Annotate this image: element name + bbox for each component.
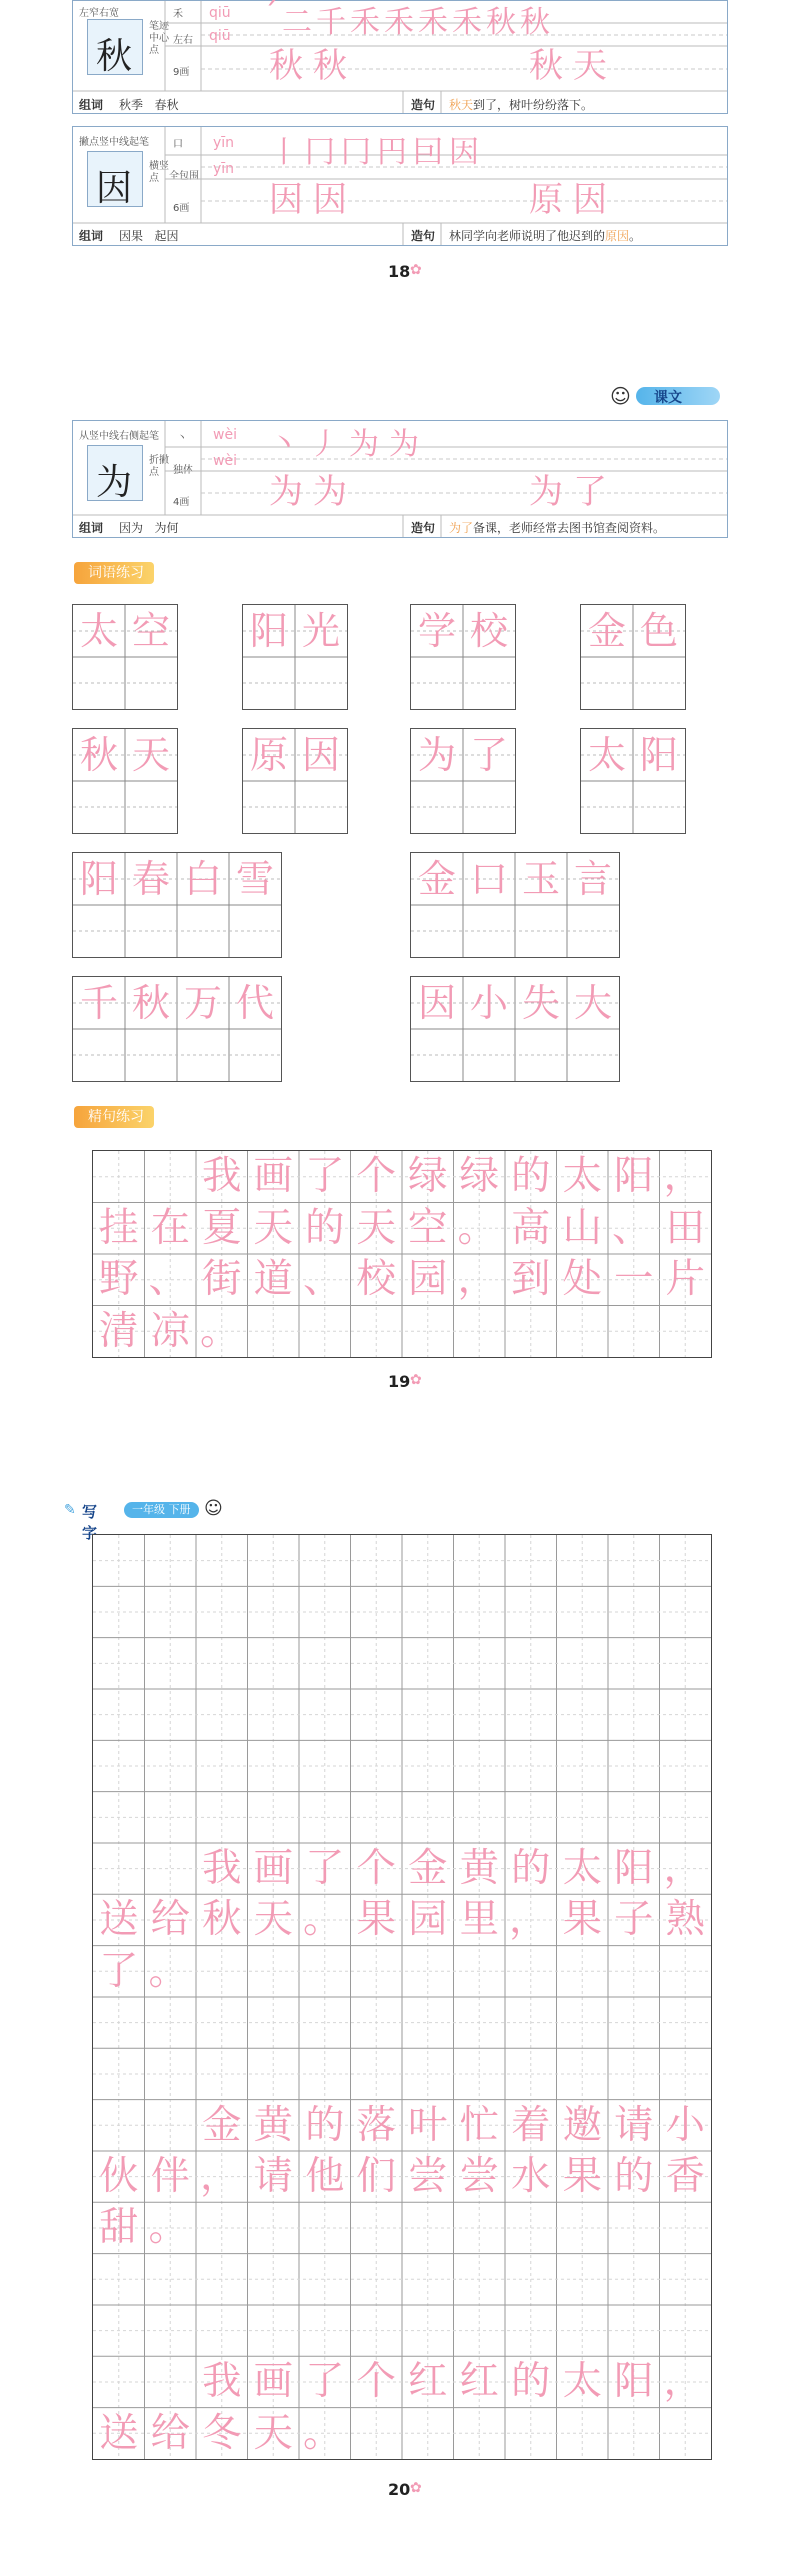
- passage-char: 阳: [614, 2358, 654, 2405]
- passage-char: 他: [305, 2152, 345, 2199]
- word-char: 代: [236, 981, 275, 1025]
- practice-char: 了: [573, 472, 607, 512]
- banner-label: 课文: [654, 390, 682, 406]
- word-char: 失: [522, 981, 561, 1025]
- passage-char: 、: [303, 1256, 343, 1302]
- practice-char: 天: [573, 46, 607, 86]
- stroke: 为: [389, 427, 419, 462]
- word-char: 天: [132, 733, 171, 777]
- word-char: 校: [470, 609, 509, 653]
- passage-char: 夏: [202, 1204, 242, 1251]
- passage-char: 校: [356, 1256, 396, 1302]
- structure-label: 全包围: [169, 171, 199, 182]
- stroke: 禾: [452, 5, 482, 40]
- practice-char: 为: [313, 472, 347, 512]
- section-banner-kewen: [610, 384, 730, 408]
- word-char: 学: [418, 609, 457, 653]
- passage-char: 金: [408, 1844, 448, 1891]
- word-box: [242, 728, 348, 834]
- stroke-count: 9画: [173, 67, 190, 78]
- passage-char: 里: [459, 1896, 499, 1943]
- passage-char: 的: [305, 2101, 345, 2148]
- word-char: 因: [302, 733, 341, 777]
- passage-char: 请: [614, 2101, 654, 2148]
- radical-label: 口: [173, 139, 183, 150]
- passage-char: 子: [614, 1896, 654, 1943]
- passage-char: ，: [457, 1256, 497, 1302]
- word-char: 雪: [236, 857, 275, 901]
- word-char: 因: [418, 981, 457, 1025]
- passage-char: 天: [253, 1896, 293, 1943]
- practice-char: 因: [269, 180, 303, 220]
- pinyin-1: wèi: [213, 427, 237, 443]
- sentence-writing-grid: [92, 1150, 712, 1358]
- word-char: 色: [640, 609, 679, 653]
- stroke: 为: [349, 427, 379, 462]
- passage-char: 个: [356, 2358, 396, 2405]
- stroke: ˊ: [263, 0, 278, 32]
- passage-char: 的: [511, 1153, 551, 1199]
- word-char: 千: [80, 981, 119, 1025]
- passage-char: 高: [511, 1204, 551, 1251]
- char-card-yin: [72, 126, 728, 246]
- words-label: 组词: [79, 521, 104, 535]
- stroke: 禾: [384, 5, 414, 40]
- pinyin-2: wèi: [213, 453, 237, 469]
- card-hint: 左窄右宽: [79, 8, 119, 19]
- passage-char: 到: [511, 1256, 551, 1302]
- passage-char: 叶: [408, 2101, 448, 2148]
- stroke-count: 6画: [173, 203, 190, 214]
- passage-char: 金: [202, 2101, 242, 2148]
- word-char: 空: [132, 609, 171, 653]
- word-box: [72, 604, 178, 710]
- sentence: [449, 227, 641, 244]
- passage-char: 果: [356, 1896, 396, 1943]
- words: 因果 起因: [119, 229, 179, 243]
- passage-char: 着: [511, 2101, 551, 2148]
- passage-char: ，: [663, 1153, 703, 1199]
- word-char: 原: [250, 733, 289, 777]
- position-hint: 折撇点: [149, 455, 169, 478]
- passage-char: 黄: [253, 2101, 293, 2148]
- passage-char: 个: [356, 1844, 396, 1891]
- passage-char: 的: [511, 1844, 551, 1891]
- word-char: 阳: [250, 609, 289, 653]
- char-card-qiu: [72, 0, 728, 114]
- practice-char: 为: [529, 472, 563, 512]
- passage-char: 忙: [459, 2101, 499, 2148]
- stroke: 禾: [350, 5, 380, 40]
- passage-char: 绿: [408, 1153, 448, 1199]
- sentence-highlight: 秋天: [449, 98, 474, 112]
- passage-char: 山: [562, 1204, 602, 1251]
- word-char: 大: [574, 981, 613, 1025]
- sentence-label: 造句: [411, 229, 436, 243]
- passage-char: 太: [562, 1844, 602, 1891]
- card-hint: 从竖中线右侧起笔: [79, 431, 159, 442]
- passage-char: 冬: [202, 2409, 242, 2456]
- passage-char: 了: [305, 2358, 345, 2405]
- passage-char: 伴: [150, 2152, 190, 2199]
- word-char: 阳: [80, 857, 119, 901]
- passage-char: 。: [303, 2409, 343, 2456]
- word-char: 白: [184, 857, 223, 901]
- grade-pill: 一年级 下册: [124, 1502, 199, 1518]
- stroke-order: [269, 419, 419, 463]
- word-char: 了: [470, 733, 509, 777]
- stroke: 二: [282, 5, 312, 40]
- passage-char: 片: [665, 1256, 705, 1302]
- stroke: 丶: [269, 427, 299, 462]
- passage-char: 。: [148, 1947, 188, 1994]
- sentence: [449, 519, 665, 536]
- passage-char: 红: [459, 2358, 499, 2405]
- passage-char: 太: [562, 1153, 602, 1199]
- passage-char: 甜: [99, 2204, 139, 2251]
- passage-char: 天: [356, 1204, 396, 1251]
- big-char: 因: [96, 168, 133, 209]
- passage-char: 送: [99, 2409, 139, 2456]
- big-char: 秋: [96, 36, 133, 77]
- passage-char: 。: [303, 1896, 343, 1943]
- words: 秋季 春秋: [119, 98, 179, 112]
- passage-char: 水: [511, 2152, 551, 2199]
- passage-char: 野: [99, 1256, 139, 1302]
- stroke: 禾: [418, 5, 448, 40]
- passage-char: 画: [253, 1153, 293, 1199]
- sentence-rest: 到了，树叶纷纷落下。: [473, 98, 594, 112]
- passage-char: ，: [509, 1896, 549, 1943]
- passage-char: 小: [665, 2101, 705, 2148]
- passage-char: 了: [305, 1153, 345, 1199]
- word-char: 秋: [132, 981, 171, 1025]
- card-hint: 撇点竖中线起笔: [79, 137, 149, 148]
- passage-char: 、: [148, 1256, 188, 1302]
- words-label: 组词: [79, 98, 104, 112]
- page-number-19: 19: [388, 1372, 411, 1391]
- writing-practice-grid: [92, 1534, 712, 2460]
- passage-char: 街: [202, 1256, 242, 1302]
- passage-char: 我: [202, 2358, 242, 2405]
- passage-char: 一: [614, 1256, 654, 1302]
- passage-char: 的: [511, 2358, 551, 2405]
- word-box: [580, 728, 686, 834]
- stroke: 千: [316, 5, 346, 40]
- sentence-rest: 备课，老师经常去图书馆查阅资料。: [473, 521, 666, 535]
- passage-char: 黄: [459, 1844, 499, 1891]
- word-char: 为: [418, 733, 457, 777]
- passage-char: 阳: [614, 1153, 654, 1199]
- passage-char: ，: [663, 2358, 703, 2405]
- passage-char: 个: [356, 1153, 396, 1199]
- passage-char: 画: [253, 2358, 293, 2405]
- passage-char: 。: [200, 1307, 240, 1354]
- passage-char: 送: [99, 1896, 139, 1943]
- passage-char: 尝: [459, 2152, 499, 2199]
- passage-char: 的: [614, 2152, 654, 2199]
- word-char: 小: [470, 981, 509, 1025]
- stroke: 囙: [413, 135, 443, 170]
- child-icon: ☺: [610, 384, 631, 408]
- word-char: 阳: [640, 733, 679, 777]
- passage-char: 天: [253, 1204, 293, 1251]
- word-char: 口: [470, 857, 509, 901]
- pencil-icon: ✎: [64, 1502, 76, 1518]
- jingju-practice-tag: 精句练习: [74, 1106, 154, 1128]
- practice-char: 秋: [269, 46, 303, 86]
- radical-label: 禾: [173, 9, 183, 20]
- sentence-suffix: 。: [629, 229, 642, 243]
- passage-char: 田: [665, 1204, 705, 1251]
- pinyin-1: qiū: [209, 5, 231, 21]
- passage-char: 香: [665, 2152, 705, 2199]
- structure-label: 左右: [173, 35, 193, 46]
- passage-char: 绿: [459, 1153, 499, 1199]
- stroke: 丨: [269, 135, 299, 170]
- word-box: [242, 604, 348, 710]
- word-char: 言: [574, 857, 613, 901]
- word-char: 秋: [80, 733, 119, 777]
- pinyin-2: yīn: [213, 161, 235, 177]
- ciyu-practice-tag: 词语练习: [74, 562, 154, 584]
- passage-char: 阳: [614, 1844, 654, 1891]
- passage-char: 。: [457, 1204, 497, 1251]
- sentence-label: 造句: [411, 521, 436, 535]
- stroke: 丿: [309, 427, 339, 462]
- pinyin-2: qiū: [209, 28, 231, 44]
- word-char: 春: [132, 857, 171, 901]
- stroke: 秋: [520, 5, 550, 40]
- passage-char: 了: [305, 1844, 345, 1891]
- passage-char: 清: [99, 1307, 139, 1354]
- child-icon: ☺: [204, 1498, 223, 1519]
- passage-char: ，: [663, 1844, 703, 1891]
- practice-char: 为: [269, 472, 303, 512]
- position-hint: 笔迹中心点: [149, 21, 169, 56]
- page-number-20: 20: [388, 2480, 411, 2499]
- word-char: 金: [418, 857, 457, 901]
- word-box: [410, 604, 516, 710]
- word-char: 太: [80, 609, 119, 653]
- passage-char: 给: [150, 2409, 190, 2456]
- passage-char: 我: [202, 1844, 242, 1891]
- passage-char: 红: [408, 2358, 448, 2405]
- passage-char: 给: [150, 1896, 190, 1943]
- practice-char: 秋: [313, 46, 347, 86]
- passage-char: 画: [253, 1844, 293, 1891]
- stroke-order: [269, 127, 479, 171]
- radical-label: 丶: [177, 433, 187, 444]
- passage-char: 们: [356, 2152, 396, 2199]
- stroke: 冂: [341, 135, 371, 170]
- flower-icon: ✿: [410, 2480, 422, 2496]
- passage-char: 挂: [99, 1204, 139, 1251]
- stroke: 円: [377, 135, 407, 170]
- practice-char: 因: [313, 180, 347, 220]
- stroke: 因: [449, 135, 479, 170]
- passage-char: 熟: [665, 1896, 705, 1943]
- passage-char: 果: [562, 2152, 602, 2199]
- page-number-18: 18: [388, 262, 411, 281]
- words: 因为 为何: [119, 521, 179, 535]
- passage-char: 落: [356, 2101, 396, 2148]
- sentence-label: 造句: [411, 98, 436, 112]
- sentence-highlight: 原因: [605, 229, 630, 243]
- sentence-highlight: 为了: [449, 521, 474, 535]
- word-char: 金: [588, 609, 627, 653]
- stroke-count: 4画: [173, 497, 190, 508]
- word-char: 太: [588, 733, 627, 777]
- word-char: 玉: [522, 857, 561, 901]
- practice-char: 秋: [529, 46, 563, 86]
- structure-label: 独体: [173, 465, 193, 476]
- passage-char: 了: [99, 1947, 139, 1994]
- word-box: [72, 852, 282, 958]
- passage-char: 尝: [408, 2152, 448, 2199]
- passage-char: ，: [200, 2152, 240, 2199]
- word-box: [72, 976, 282, 1082]
- sentence-prefix: 林同学向老师说明了他迟到的: [449, 229, 606, 243]
- passage-char: 、: [612, 1204, 652, 1251]
- word-box: [580, 604, 686, 710]
- passage-char: 道: [253, 1256, 293, 1302]
- passage-char: 处: [562, 1256, 602, 1302]
- words-label: 组词: [79, 229, 104, 243]
- position-hint: 横竖点: [149, 161, 169, 184]
- passage-char: 在: [150, 1204, 190, 1251]
- passage-char: 天: [253, 2409, 293, 2456]
- passage-char: 伙: [99, 2152, 139, 2199]
- passage-char: 请: [253, 2152, 293, 2199]
- word-box: [410, 728, 516, 834]
- stroke: 秋: [486, 5, 516, 40]
- stroke-order: [263, 0, 550, 41]
- passage-char: 的: [305, 1204, 345, 1251]
- passage-char: 邀: [562, 2101, 602, 2148]
- char-card-wei: [72, 420, 728, 538]
- header-label: 写字: [82, 1503, 98, 1542]
- passage-char: 。: [148, 2204, 188, 2251]
- passage-char: 秋: [202, 1896, 242, 1943]
- stroke: 冂: [305, 135, 335, 170]
- passage-char: 果: [562, 1896, 602, 1943]
- word-box: [72, 728, 178, 834]
- big-char: 为: [96, 462, 133, 503]
- practice-char: 原: [529, 180, 563, 220]
- word-box: [410, 852, 620, 958]
- word-char: 光: [302, 609, 341, 653]
- word-char: 万: [184, 981, 223, 1025]
- practice-char: 因: [573, 180, 607, 220]
- passage-char: 太: [562, 2358, 602, 2405]
- passage-char: 园: [408, 1256, 448, 1302]
- flower-icon: ✿: [410, 1372, 422, 1388]
- sentence: [449, 96, 593, 113]
- passage-char: 我: [202, 1153, 242, 1199]
- passage-char: 凉: [150, 1307, 190, 1354]
- flower-icon: ✿: [410, 262, 422, 278]
- word-box: [410, 976, 620, 1082]
- passage-char: 园: [408, 1896, 448, 1943]
- passage-char: 空: [408, 1204, 448, 1251]
- pinyin-1: yīn: [213, 135, 235, 151]
